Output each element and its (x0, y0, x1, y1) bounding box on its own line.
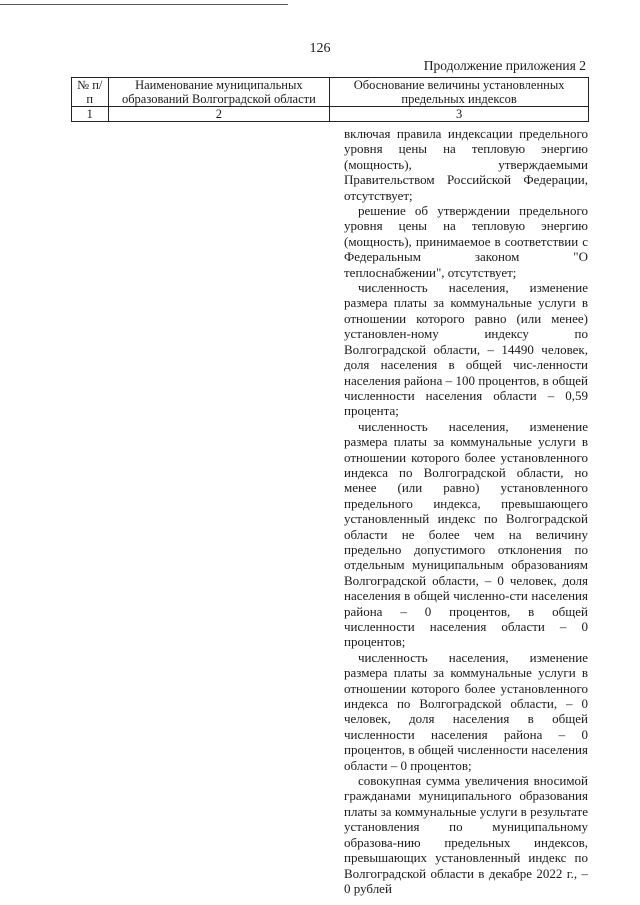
appendix-table-header (71, 77, 589, 122)
justification-text (344, 126, 588, 896)
paragraph: численность населения, изменение размера платы за коммунальные услуги в отношении которого более установленного индекса по Волгоградской области, но менее (или равно) установленного предельного индекса, превышающего установленный индекс по Волгоградской области не более чем на величину предельно допустимого отклонения по отдельным муниципальным образованиям Волгоградской области, – 0 человек, доля населения в общей численно-сти населения района – 0 процентов, в общей численности населения области – 0 процентов; (344, 418, 588, 650)
header-number-column: № п/п (72, 78, 109, 107)
paragraph: численность населения, изменение размера платы за коммунальные услуги в отношении которого более установленного индекса по Волгоградской области, – 0 человек, доля населения в общей численности населения района – 0 процентов, в общей численности населения области – 0 процентов; (344, 649, 588, 773)
paragraph: решение об утверждении предельного уровня цены на тепловую энергию (мощность), принимаемое в соответствии с Федеральным законом "О теплоснабжении", отсутствует; (344, 203, 588, 280)
paragraph: включая правила индексации предельного уровня цены на тепловую энергию (мощность), утверждаемыми Правительством Российской Федерации, отсутствует; (344, 126, 588, 203)
paragraph: совокупная сумма увеличения вносимой гражданами муниципального образования платы за коммунальные услуги в результате установления по муниципальному образова-нию предельных индексов, превышающих установленный индекс по Волгоградской области в декабре 2022 г., – 0 рублей (344, 773, 588, 896)
page-number: 126 (309, 41, 331, 56)
top-rule (0, 4, 288, 5)
continuation-label: Продолжение приложения 2 (423, 58, 586, 73)
header-municipality-column: Наименование муниципальных образований Волгоградской области (108, 78, 330, 107)
column-number-3: 3 (330, 107, 589, 122)
table-header-row (72, 78, 589, 107)
header-justification-column: Обоснование величины установленных предельных индексов (330, 78, 589, 107)
paragraph: численность населения, изменение размера платы за коммунальные услуги в отношении которого равно (или менее) установлен-ному индексу по Волгоградской области, – 14490 человек, доля населения в общей чис-ленности населения района – 100 процентов, в общей численности населения области – 0,59 процента; (344, 280, 588, 419)
column-number-1: 1 (72, 107, 109, 122)
table-column-number-row (72, 107, 589, 122)
column-number-2: 2 (108, 107, 330, 122)
